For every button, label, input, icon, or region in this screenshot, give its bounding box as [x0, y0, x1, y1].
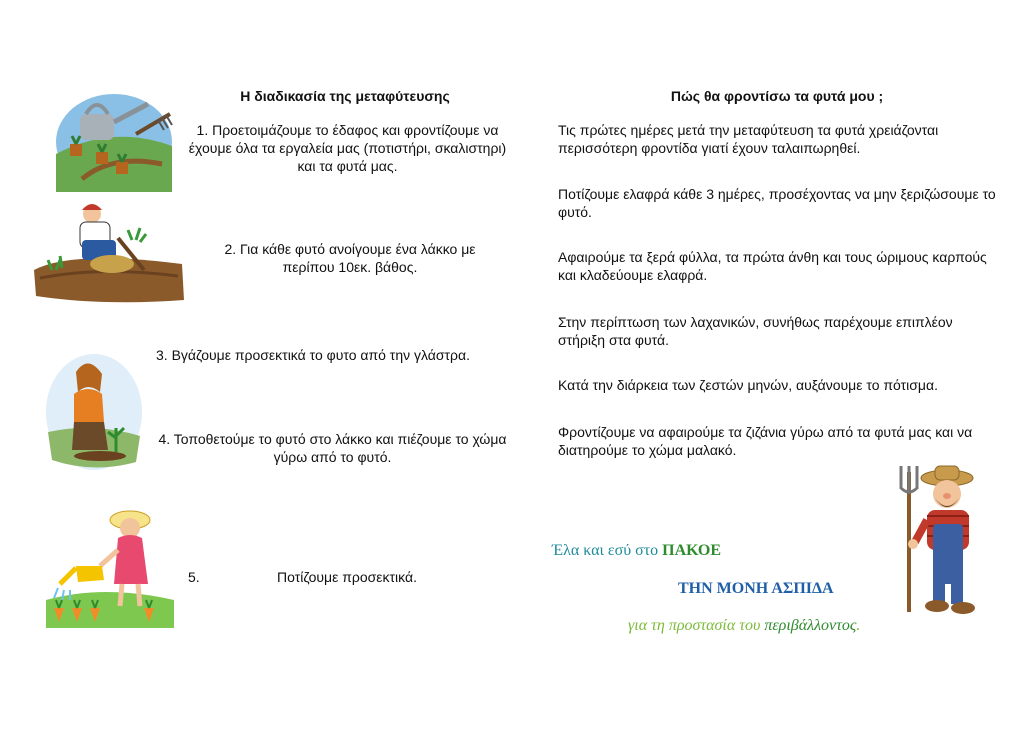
slogan-text-3: για τη προστασία του: [628, 617, 765, 634]
girl-watering-icon: [44, 504, 176, 632]
right-title: Πώς θα φροντίσω τα φυτά μου ;: [670, 88, 884, 104]
tip-5: Κατά την διάρκεια των ζεστών μηνών, αυξάνουμε το πότισμα.: [558, 377, 938, 393]
slogan-line-1: [552, 542, 721, 560]
tip-4: Στην περίπτωση των λαχανικών, συνήθως παρέχουμε επιπλέον στήριξη στα φυτά.: [558, 314, 953, 348]
step-4: 4. Τοποθετούμε το φυτό στο λάκκο και πιέζουμε το χώμα γύρω από το φυτό.: [158, 431, 507, 465]
slogan-line-2: ΤΗΝ ΜΟΝΗ ΑΣΠΙΔΑ: [678, 580, 834, 597]
step-3: 3. Βγάζουμε προσεκτικά το φυτο από την γλάστρα.: [156, 347, 471, 363]
tip-3: Αφαιρούμε τα ξερά φύλλα, τα πρώτα άνθη και τους ώριμους καρπούς και κλαδεύουμε ελαφρά.: [558, 249, 987, 283]
step-2: 2. Για κάθε φυτό ανοίγουμε ένα λάκκο με περίπου 10εκ. βάθος.: [224, 241, 476, 275]
tip-6: Φροντίζουμε να αφαιρούμε τα ζιζάνια γύρω από τα φυτά μας και να διατηρούμε το χώμα μαλακό.: [558, 424, 973, 458]
step-5-text: Ποτίζουμε προσεκτικά.: [277, 569, 417, 585]
slogan-period: .: [856, 617, 861, 634]
left-title: Η διαδικασία της μεταφύτευσης: [240, 88, 450, 104]
tip-1: Τις πρώτες ημέρες μετά την μεταφύτευση τα φυτά χρειάζονται περισσότερη φροντίδα γιατί έχουν ταλαιπωρηθεί.: [558, 122, 939, 156]
gardener-digging-icon: [32, 200, 187, 305]
slogan-line-3: [628, 617, 860, 635]
gardening-tools-icon: [52, 84, 174, 194]
step-1: 1. Προετοιμάζουμε το έδαφος και φροντίζουμε να έχουμε όλα τα εργαλεία μας (ποτιστήρι, σκαλιστηρι) και τα φυτά μας.: [188, 122, 507, 174]
slogan-environment: περιβάλλοντος: [764, 617, 857, 634]
tip-2: Ποτίζουμε ελαφρά κάθε 3 ημέρες, προσέχοντας να μην ξεριζώσουμε το φυτό.: [558, 186, 996, 220]
woman-planting-icon: [44, 352, 144, 474]
step-5-number: 5.: [188, 569, 200, 585]
slogan-org: ΠΑΚΟΕ: [662, 542, 722, 559]
slogan-text-1: Έλα και εσύ στο: [552, 542, 663, 559]
farmer-with-pitchfork-icon: [893, 462, 985, 614]
